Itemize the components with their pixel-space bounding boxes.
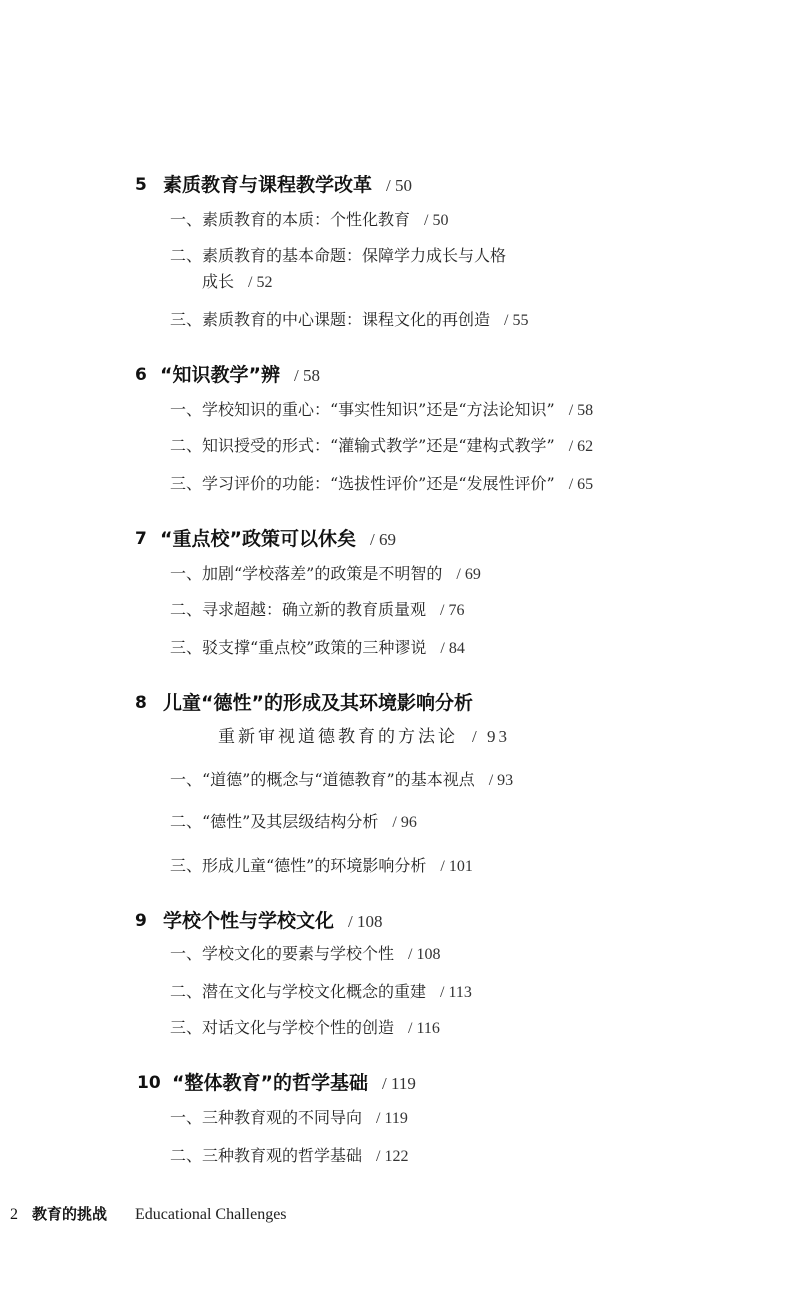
section-text: 一、素质教育的本质：个性化教育: [170, 210, 411, 229]
subtitle-text: 重新审视道德教育的方法论: [218, 727, 458, 747]
section-item: [170, 808, 417, 837]
footer-page-number: 2: [10, 1206, 18, 1223]
section-item: [170, 560, 481, 589]
chapter-number: 6: [135, 365, 147, 385]
section-page: / 84: [440, 640, 465, 657]
section-item: [170, 978, 472, 1007]
section-text: 二、知识授受的形式：“灌输式教学”还是“建构式教学”: [170, 436, 555, 455]
section-text-cont: 成长: [202, 272, 235, 291]
footer-book-title-cn: 教育的挑战: [32, 1205, 108, 1223]
section-text: 二、潜在文化与学校文化概念的重建: [170, 982, 427, 1001]
chapter-number: 9: [135, 911, 147, 931]
section-item: [170, 1142, 408, 1171]
chapter-title-text: 素质教育与课程教学改革: [163, 174, 373, 196]
subtitle-page: / 93: [472, 727, 510, 746]
section-page: / 69: [456, 566, 481, 583]
section-page: / 50: [424, 212, 449, 229]
section-text: 一、三种教育观的不同导向: [170, 1108, 363, 1127]
chapter-heading: [0, 906, 790, 936]
section-item: [170, 1104, 408, 1133]
section-item: [170, 432, 593, 461]
section-item: [170, 852, 473, 881]
chapter-7: [0, 524, 790, 657]
section-page: / 96: [392, 814, 417, 831]
chapter-title-text: “知识教学”辨: [160, 364, 280, 386]
chapter-page: / 58: [293, 366, 320, 385]
section-item-continued: [202, 268, 272, 297]
chapter-heading: [0, 688, 790, 718]
section-text: 二、“德性”及其层级结构分析: [170, 812, 379, 831]
section-item: [170, 596, 464, 625]
section-page: / 65: [568, 476, 594, 493]
chapter-title-text: “重点校”政策可以休矣: [160, 528, 356, 550]
chapter-5: [0, 170, 790, 329]
chapter-title: [160, 360, 320, 391]
section-text: 三、学习评价的功能：“选拔性评价”还是“发展性评价”: [170, 474, 555, 493]
section-text: 一、加剧“学校落差”的政策是不明智的: [170, 564, 443, 583]
chapter-number: 5: [135, 175, 147, 195]
section-item: [170, 306, 528, 335]
chapter-title: [160, 524, 396, 555]
section-text: 二、寻求超越：确立新的教育质量观: [170, 600, 427, 619]
chapter-title: [163, 170, 412, 201]
section-page: / 113: [440, 984, 472, 1001]
section-item: [170, 470, 593, 499]
section-item: [170, 766, 513, 795]
section-page: / 93: [488, 772, 514, 789]
chapter-number: 7: [135, 529, 147, 549]
section-page: / 101: [440, 858, 473, 875]
chapter-number: 10: [137, 1073, 161, 1093]
chapter-title: [172, 1068, 416, 1099]
section-item: [170, 242, 506, 270]
chapter-heading: [0, 360, 790, 390]
section-page: / 122: [376, 1148, 409, 1165]
section-item: [170, 206, 448, 235]
chapter-title-text: 学校个性与学校文化: [163, 910, 335, 932]
section-text: 一、“道德”的概念与“道德教育”的基本视点: [170, 770, 475, 789]
chapter-page: / 119: [381, 1074, 416, 1093]
section-item: [170, 940, 440, 969]
chapter-9: [0, 906, 790, 1037]
section-text: 一、学校文化的要素与学校个性: [170, 944, 395, 963]
section-text: 三、形成儿童“德性”的环境影响分析: [170, 856, 427, 875]
section-text: 二、三种教育观的哲学基础: [170, 1146, 363, 1165]
page-footer: [10, 1200, 790, 1228]
section-text: 二、素质教育的基本命题：保障学力成长与人格: [170, 246, 507, 265]
section-text: 一、学校知识的重心：“事实性知识”还是“方法论知识”: [170, 400, 555, 419]
chapter-subtitle: [218, 722, 510, 752]
chapter-heading: [0, 1068, 790, 1098]
chapter-page: / 69: [369, 530, 396, 549]
chapter-number: 8: [135, 693, 147, 713]
section-page: / 52: [248, 274, 273, 291]
section-item: [170, 396, 593, 425]
section-page: / 116: [408, 1020, 440, 1037]
chapter-title: 儿童“德性”的形成及其环境影响分析: [163, 692, 473, 714]
section-text: 三、对话文化与学校个性的创造: [170, 1018, 395, 1037]
section-text: 三、素质教育的中心课题：课程文化的再创造: [170, 310, 491, 329]
section-page: / 62: [568, 438, 594, 455]
section-page: / 119: [376, 1110, 408, 1127]
chapter-10: [0, 1068, 790, 1165]
section-item: [170, 634, 465, 663]
chapter-heading: [0, 524, 790, 554]
chapter-page: / 50: [386, 176, 412, 195]
chapter-8: [0, 688, 790, 875]
footer-book-title-en: Educational Challenges: [135, 1206, 287, 1223]
chapter-title: [163, 906, 383, 937]
section-page: / 76: [440, 602, 465, 619]
chapter-title-text: “整体教育”的哲学基础: [172, 1072, 368, 1094]
chapter-6: [0, 360, 790, 493]
section-page: / 58: [568, 402, 594, 419]
section-page: / 108: [408, 946, 441, 963]
chapter-heading: [0, 170, 790, 200]
chapter-page: / 108: [348, 912, 383, 931]
section-text: 三、驳支撑“重点校”政策的三种谬说: [170, 638, 427, 657]
section-page: / 55: [504, 312, 529, 329]
section-item: [170, 1014, 440, 1043]
